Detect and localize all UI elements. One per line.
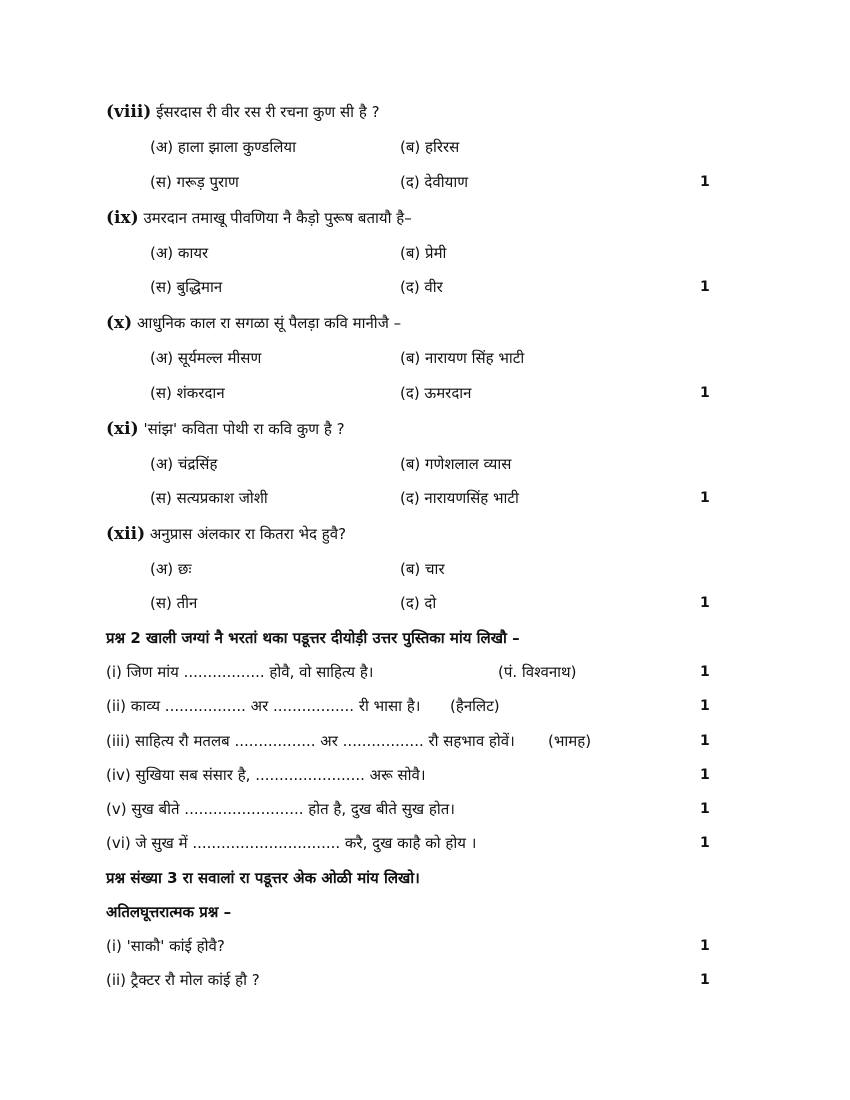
marks: 1 — [700, 801, 710, 817]
attribution: (भामह) — [548, 732, 592, 750]
option-b: (ब) गणेशलाल व्यास — [400, 455, 512, 473]
option-c: (स) सत्यप्रकाश जोशी — [150, 489, 268, 507]
marks: 1 — [700, 279, 710, 295]
option-b: (ब) हरिरस — [400, 138, 460, 156]
marks: 1 — [700, 733, 710, 749]
fill-blank-item — [106, 765, 426, 785]
question-text: अनुप्रास अंलकार रा कितरा भेद हुवै? — [149, 525, 347, 543]
marks: 1 — [700, 767, 710, 783]
section-3-heading: प्रश्न संख्या 3 रा सवालां रा पडूत्तर अेक ओळी मांय लिखो। — [106, 869, 420, 887]
short-answer-item: (i) 'साकौ' कांई होवै? — [106, 937, 225, 955]
option-a: (अ) चंद्रसिंह — [150, 455, 218, 473]
marks: 1 — [700, 595, 710, 611]
option-d: (द) नारायणसिंह भाटी — [400, 489, 519, 507]
marks: 1 — [700, 698, 710, 714]
section-2-heading: प्रश्न 2 खाली जग्यां नै भरतां थका पडूत्तर दीयोड़ी उत्तर पुस्तिका मांय लिखौ – — [106, 629, 520, 647]
option-a: (अ) सूर्यमल्ल मीसण — [150, 349, 262, 367]
option-d: (द) ऊमरदान — [400, 384, 472, 402]
option-b: (ब) प्रेमी — [400, 244, 447, 262]
question-ix — [106, 208, 412, 228]
marks: 1 — [700, 835, 710, 851]
question-text: ईसरदास री वीर रस री रचना कुण सी है ? — [156, 103, 380, 121]
fill-blank-item — [106, 662, 373, 682]
option-a: (अ) कायर — [150, 244, 209, 262]
item-text: (iv) सुखिया सब संसार है, ....................... अरू सोवै। — [106, 766, 426, 784]
question-x — [106, 313, 401, 333]
option-c: (स) गरूड़ पुराण — [150, 173, 239, 191]
option-c: (स) बुद्धिमान — [150, 278, 223, 296]
fill-blank-item — [106, 799, 455, 819]
attribution: (हैनलिट) — [450, 697, 500, 715]
question-xii — [106, 524, 346, 544]
question-text: 'सांझ' कविता पोथी रा कवि कुण है ? — [143, 420, 345, 438]
fill-blank-item — [106, 731, 515, 751]
question-text: आधुनिक काल रा सगळा सूं पैलड़ा कवि मानीजै – — [137, 314, 402, 332]
section-3-subheading: अतिलघूत्तरात्मक प्रश्न – — [106, 903, 232, 921]
item-text: (iii) साहित्य रौ मतलब ................. अर ................. रौ सहभाव होवें। — [106, 732, 515, 750]
option-d: (द) देवीयाण — [400, 173, 469, 191]
option-d: (द) वीर — [400, 278, 443, 296]
option-a: (अ) छः — [150, 560, 192, 578]
fill-blank-item — [106, 696, 421, 716]
marks: 1 — [700, 490, 710, 506]
question-number: (viii) — [106, 102, 152, 122]
option-b: (ब) नारायण सिंह भाटी — [400, 349, 525, 367]
marks: 1 — [700, 972, 710, 988]
question-number: (xi) — [106, 419, 139, 439]
question-number: (xii) — [106, 524, 146, 544]
option-b: (ब) चार — [400, 560, 445, 578]
item-text: (vi) जे सुख में ............................... करै, दुख काहै को होय । — [106, 834, 477, 852]
marks: 1 — [700, 385, 710, 401]
item-text: (ii) काव्य ................. अर ................. री भासा है। — [106, 697, 421, 715]
option-a: (अ) हाला झाला कुण्डलिया — [150, 138, 296, 156]
option-c: (स) तीन — [150, 594, 198, 612]
fill-blank-item — [106, 833, 476, 853]
option-d: (द) दो — [400, 594, 437, 612]
question-number: (ix) — [106, 208, 139, 228]
attribution: (पं. विश्वनाथ) — [498, 663, 577, 681]
question-viii — [106, 102, 380, 122]
question-number: (x) — [106, 313, 133, 333]
marks: 1 — [700, 664, 710, 680]
option-c: (स) शंकरदान — [150, 384, 225, 402]
item-text: (i) जिण मांय ................. होवै, वो साहित्य है। — [106, 663, 374, 681]
short-answer-item: (ii) ट्रैक्टर रौ मोल कांई हौ ? — [106, 971, 260, 989]
question-text: उमरदान तमाखू पीवणिया नै कैड़ो पुरूष बतायौ है– — [143, 209, 412, 227]
question-xi — [106, 419, 345, 439]
marks: 1 — [700, 938, 710, 954]
item-text: (v) सुख बीते ......................... होत है, दुख बीते सुख होत। — [106, 800, 455, 818]
marks: 1 — [700, 174, 710, 190]
